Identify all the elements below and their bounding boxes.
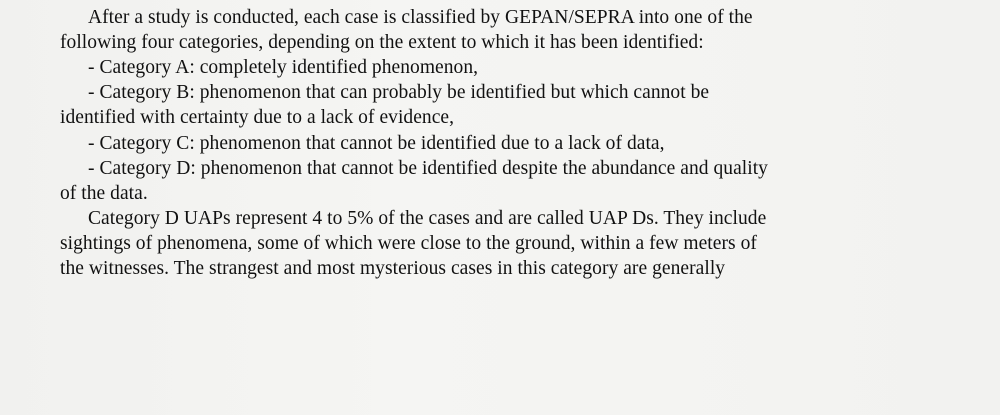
paragraph-2-line-3: the witnesses. The strangest and most mysterious cases in this category are generally [60, 258, 726, 279]
paragraph-line-1: After a study is conducted, each case is classified by GEPAN/SEPRA into one of the [88, 7, 753, 28]
paragraph-line-2: following four categories, depending on the extent to which it has been identified: [60, 32, 704, 53]
category-b-item: - Category B: phenomenon that can probably be identified but which cannot be [88, 82, 710, 103]
category-d-continuation: of the data. [60, 183, 148, 204]
category-c-item: - Category C: phenomenon that cannot be identified due to a lack of data, [88, 133, 665, 154]
category-d-item: - Category D: phenomenon that cannot be identified despite the abundance and quality [88, 158, 768, 179]
category-b-continuation: identified with certainty due to a lack of evidence, [60, 107, 455, 128]
category-a-item: - Category A: completely identified phenomenon, [88, 57, 479, 78]
paragraph-2-line-1: Category D UAPs represent 4 to 5% of the cases and are called UAP Ds. They include [88, 208, 767, 229]
paragraph-2-line-2: sightings of phenomena, some of which were close to the ground, within a few meters of [60, 233, 757, 254]
